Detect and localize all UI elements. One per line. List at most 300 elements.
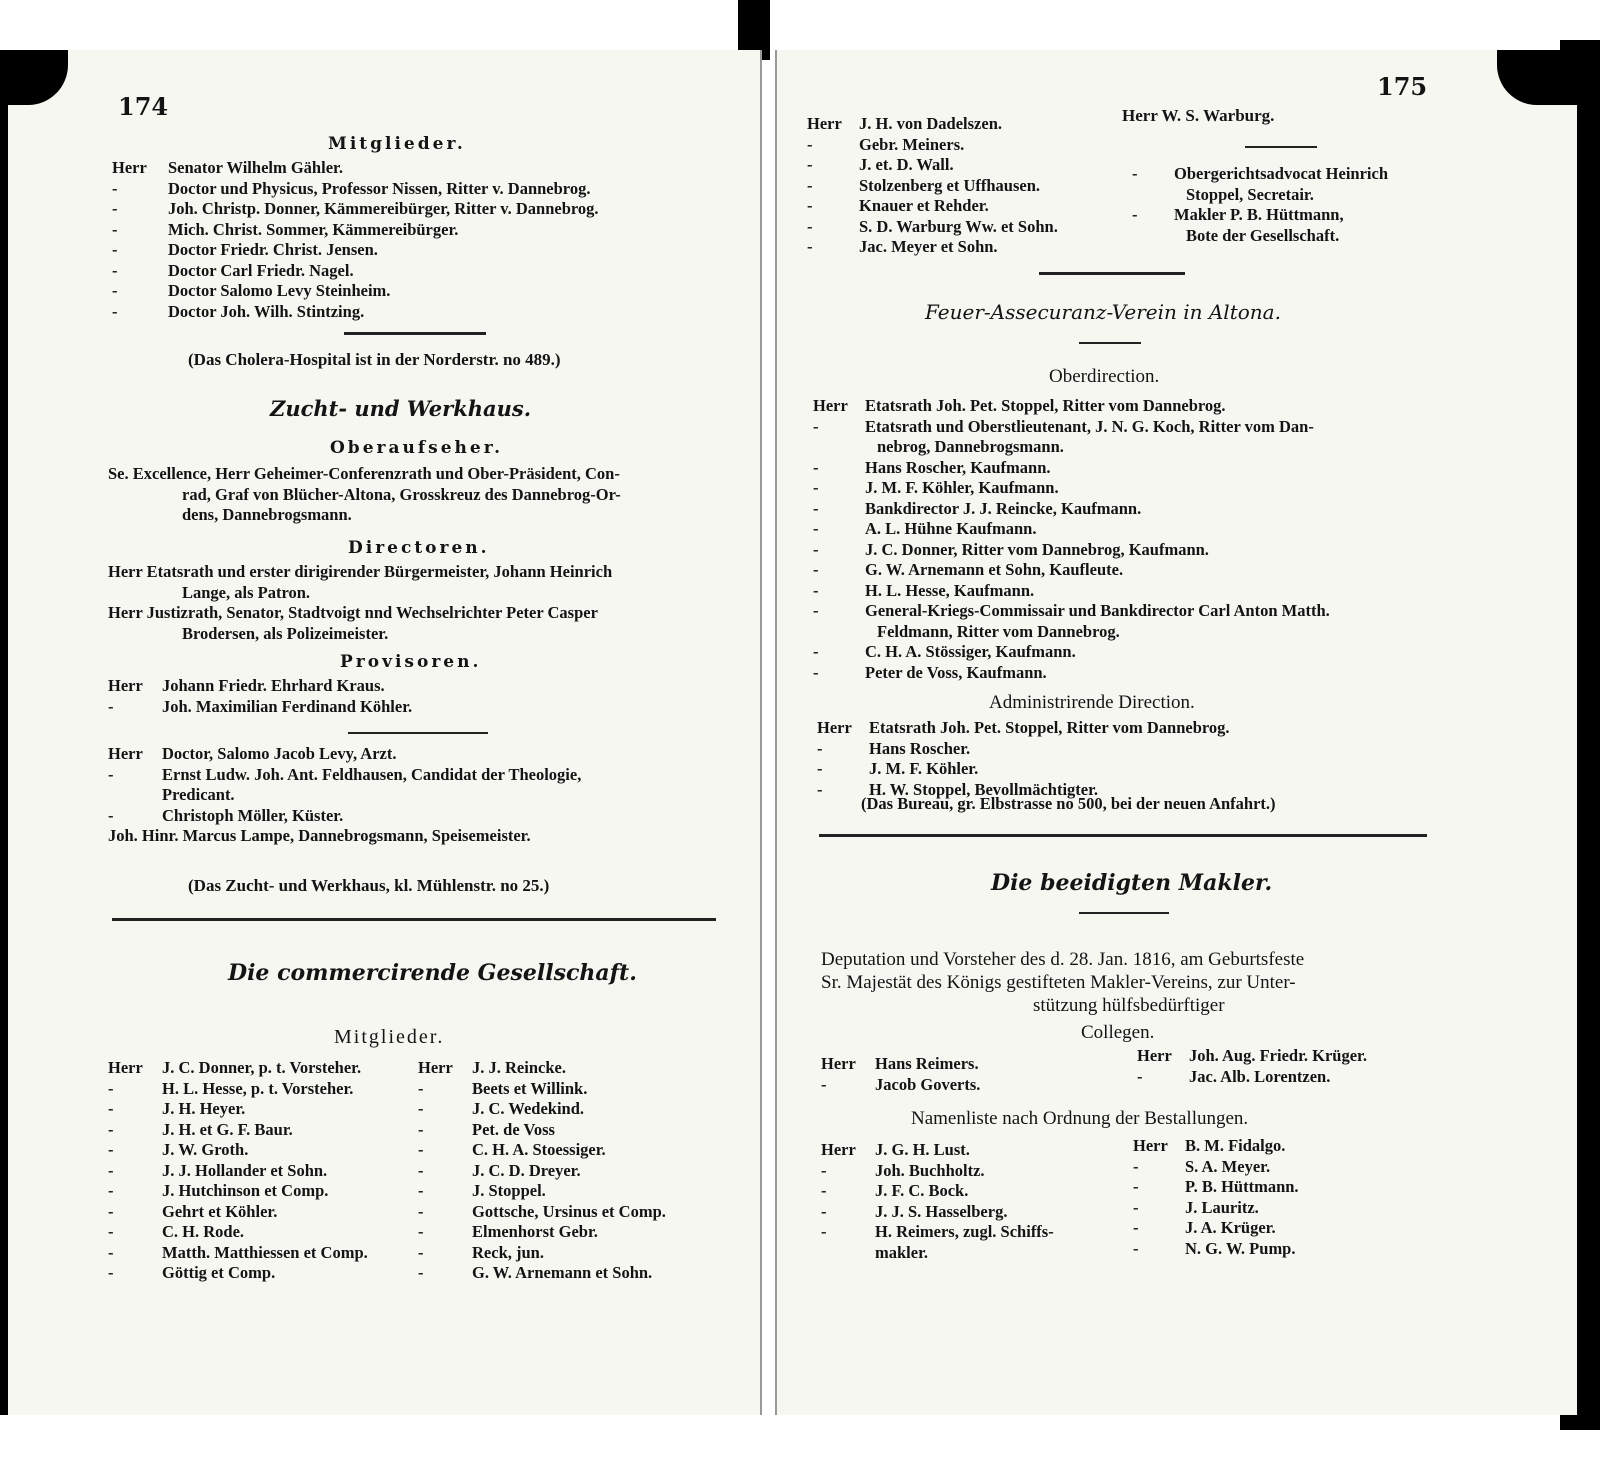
section-rule: [112, 918, 716, 921]
list-item: [112, 199, 599, 220]
entry-prefix: -: [108, 696, 114, 716]
mitglieder-heading: Mitglieder.: [328, 134, 466, 154]
entry-text: Etatsrath Joh. Pet. Stoppel, Ritter vom Dannebrog.: [865, 396, 1226, 415]
entry-prefix: -: [817, 779, 823, 799]
list-item: [1132, 205, 1388, 226]
list-item: [807, 217, 1058, 238]
divider: [348, 732, 488, 734]
entry-text: S. A. Meyer.: [1185, 1156, 1271, 1176]
list-item: [821, 1222, 1054, 1243]
list-item: [821, 1054, 980, 1075]
corner-shadow: [8, 50, 68, 105]
entry-prefix: Herr: [813, 396, 848, 415]
entry-prefix: -: [821, 1222, 827, 1241]
oberdirection-list: [813, 396, 1330, 683]
entry-text: N. G. W. Pump.: [1185, 1238, 1296, 1258]
list-item: [108, 785, 581, 806]
list-item: [108, 1222, 368, 1243]
entry-prefix: -: [813, 416, 819, 436]
list-item: [1132, 226, 1388, 247]
speisemeister-line: Joh. Hinr. Marcus Lampe, Dannebrogsmann, Speisemeister.: [108, 826, 531, 845]
provisoren-heading: Provisoren.: [340, 652, 482, 672]
entry-prefix: -: [1133, 1218, 1139, 1237]
text-line: stützung hülfsbedürftiger: [1033, 995, 1225, 1016]
list-item: [1137, 1067, 1367, 1088]
entry-prefix: Herr: [821, 1054, 856, 1073]
list-item: [821, 1161, 1054, 1182]
entry-prefix: -: [108, 764, 114, 784]
commerc-col2: [418, 1058, 666, 1284]
list-item: [108, 765, 581, 786]
entry-text: Doctor Carl Friedr. Nagel.: [168, 260, 354, 280]
oberaufseher-heading: Oberaufseher.: [330, 438, 504, 458]
list-item: [418, 1079, 666, 1100]
zucht-title: Zucht- und Werkhaus.: [270, 396, 532, 421]
list-item: [112, 220, 599, 241]
entry-text: Jac. Meyer et Sohn.: [859, 237, 998, 256]
list-item: [108, 1181, 368, 1202]
list-item: [108, 1161, 368, 1182]
entry-text: Doctor und Physicus, Professor Nissen, Ritter v. Dannebrog.: [168, 178, 591, 198]
text-line: Brodersen, als Polizeimeister.: [182, 623, 389, 643]
entry-text: J. F. C. Bock.: [875, 1181, 969, 1200]
deputation-text: [821, 948, 1304, 1017]
text-line: rad, Graf von Blücher-Altona, Grosskreuz des Dannebrog-Or-: [182, 484, 621, 504]
entry-prefix: Herr: [418, 1058, 453, 1077]
entry-text: Doctor Joh. Wilh. Stintzing.: [168, 301, 365, 321]
entry-text: Stoppel, Secretair.: [1186, 184, 1314, 204]
entry-text: Gottsche, Ursinus et Comp.: [472, 1201, 666, 1221]
entry-prefix: [821, 1243, 875, 1264]
list-item: [1133, 1239, 1299, 1260]
text-line: Herr Etatsrath und erster dirigirender Bürgermeister, Johann Heinrich: [108, 562, 613, 581]
entry-text: J. G. H. Lust.: [875, 1140, 970, 1159]
list-item: [1132, 164, 1388, 185]
entry-prefix: -: [807, 196, 813, 215]
entry-prefix: -: [1132, 205, 1138, 224]
entry-text: P. B. Hüttmann.: [1185, 1177, 1299, 1196]
text-line: Se. Excellence, Herr Geheimer-Conferenzrath und Ober-Präsident, Con-: [108, 464, 620, 483]
namenliste-col1: [821, 1140, 1054, 1263]
entry-prefix: -: [821, 1181, 827, 1200]
text-line: Lange, als Patron.: [182, 582, 311, 602]
entry-prefix: Herr: [1137, 1046, 1172, 1065]
entry-text: Feldmann, Ritter vom Dannebrog.: [877, 621, 1120, 641]
list-item: [108, 1243, 368, 1264]
list-item: [1133, 1218, 1299, 1239]
entry-prefix: -: [108, 1263, 114, 1282]
entry-text: Stolzenberg et Uffhausen.: [859, 175, 1041, 195]
section-rule: [819, 834, 1427, 837]
entry-prefix: [1132, 185, 1174, 206]
entry-text: H. Reimers, zugl. Schiffs-: [875, 1222, 1054, 1241]
entry-prefix: -: [108, 1222, 114, 1241]
entry-text: Reck, jun.: [472, 1242, 544, 1262]
entry-text: Joh. Buchholtz.: [875, 1160, 985, 1180]
entry-text: H. L. Hesse, Kaufmann.: [865, 580, 1035, 600]
entry-text: Hans Reimers.: [875, 1054, 979, 1073]
text-line: Herr Justizrath, Senator, Stadtvoigt nnd Wechselrichter Peter Casper: [108, 603, 598, 622]
list-item: [418, 1202, 666, 1223]
list-item: [108, 806, 581, 827]
entry-text: J. et. D. Wall.: [859, 155, 954, 174]
list-item: [112, 302, 599, 323]
entry-prefix: [813, 622, 865, 643]
entry-text: J. Stoppel.: [472, 1181, 546, 1200]
entry-prefix: -: [112, 260, 118, 280]
list-item: [418, 1058, 666, 1079]
entry-text: Bote der Gesellschaft.: [1186, 225, 1340, 245]
list-item: [1133, 1136, 1299, 1157]
divider: [1079, 342, 1141, 344]
list-item: [108, 676, 412, 697]
list-item: [108, 1058, 368, 1079]
list-item: [813, 396, 1330, 417]
namenliste-col2: [1133, 1136, 1299, 1259]
oberaufseher-text: [108, 464, 621, 526]
entry-text: Makler P. B. Hüttmann,: [1174, 205, 1344, 224]
list-item: [1133, 1157, 1299, 1178]
list-item: [108, 1120, 368, 1141]
feuer-title: Feuer-Assecuranz-Verein in Altona.: [925, 300, 1281, 324]
entry-text: Etatsrath Joh. Pet. Stoppel, Ritter vom Dannebrog.: [869, 718, 1230, 737]
list-item: [418, 1120, 666, 1141]
list-item: [821, 1202, 1054, 1223]
entry-prefix: -: [1133, 1177, 1139, 1196]
entry-prefix: [108, 785, 162, 806]
entry-text: Joh. Christp. Donner, Kämmereibürger, Ritter v. Dannebrog.: [168, 199, 599, 218]
entry-prefix: -: [112, 240, 118, 259]
collegen-heading: Collegen.: [1081, 1022, 1155, 1043]
entry-prefix: -: [108, 1119, 114, 1139]
list-item: [1133, 1198, 1299, 1219]
entry-prefix: -: [1132, 164, 1138, 183]
entry-text: makler.: [875, 1242, 929, 1262]
entry-prefix: -: [813, 560, 819, 579]
entry-prefix: -: [1133, 1238, 1139, 1258]
list-item: [112, 281, 599, 302]
entry-prefix: -: [418, 1078, 424, 1098]
entry-text: Senator Wilhelm Gähler.: [168, 158, 343, 177]
top-col2: [1132, 164, 1388, 246]
scan-background-top: [0, 0, 1600, 50]
entry-prefix: -: [813, 539, 819, 559]
entry-text: Jacob Goverts.: [875, 1074, 981, 1094]
list-item: [108, 1079, 368, 1100]
list-item: [112, 240, 599, 261]
entry-prefix: Herr: [821, 1140, 856, 1159]
entry-prefix: -: [108, 805, 114, 825]
list-item: [813, 519, 1330, 540]
entry-text: C. H. Rode.: [162, 1222, 245, 1241]
entry-prefix: -: [807, 134, 813, 154]
list-item: [112, 179, 599, 200]
entry-text: J. J. S. Hasselberg.: [875, 1201, 1008, 1221]
entry-prefix: -: [418, 1140, 424, 1159]
directoren-heading: Directoren.: [348, 538, 490, 558]
entry-prefix: -: [108, 1078, 114, 1098]
bureau-note: (Das Bureau, gr. Elbstrasse no 500, bei der neuen Anfahrt.): [861, 794, 1276, 813]
entry-text: J. J. Hollander et Sohn.: [162, 1160, 328, 1180]
entry-prefix: -: [813, 601, 819, 620]
list-item: [813, 458, 1330, 479]
entry-text: Etatsrath und Oberstlieutenant, J. N. G. Koch, Ritter vom Dan-: [865, 416, 1314, 436]
divider: [1079, 912, 1169, 914]
entry-text: Gehrt et Köhler.: [162, 1201, 278, 1221]
list-item: [108, 697, 412, 718]
entry-prefix: -: [108, 1140, 114, 1159]
entry-text: J. H. von Dadelszen.: [859, 114, 1003, 133]
entry-text: J. A. Krüger.: [1185, 1218, 1276, 1237]
list-item: [418, 1263, 666, 1284]
entry-text: J. C. Donner, p. t. Vorsteher.: [162, 1058, 362, 1077]
entry-prefix: -: [807, 155, 813, 174]
entry-text: Peter de Voss, Kaufmann.: [865, 662, 1047, 682]
list-item: [108, 1099, 368, 1120]
list-item: [418, 1222, 666, 1243]
entry-text: C. H. A. Stössiger, Kaufmann.: [865, 642, 1076, 661]
entry-text: Johann Friedr. Ehrhard Kraus.: [162, 676, 385, 695]
entry-prefix: -: [418, 1099, 424, 1118]
entry-text: J. H. Heyer.: [162, 1099, 246, 1118]
entry-prefix: [813, 437, 865, 458]
list-item: [807, 237, 1058, 258]
entry-prefix: Herr: [108, 1058, 143, 1077]
entry-prefix: -: [821, 1201, 827, 1221]
list-item: [418, 1099, 666, 1120]
entry-text: Joh. Maximilian Ferdinand Köhler.: [162, 696, 413, 716]
entry-prefix: Herr: [817, 718, 852, 737]
list-item: [821, 1181, 1054, 1202]
list-item: [112, 261, 599, 282]
entry-text: J. H. et G. F. Baur.: [162, 1119, 293, 1139]
entry-prefix: -: [418, 1222, 424, 1241]
text-line: dens, Dannebrogsmann.: [182, 505, 352, 524]
entry-text: Mich. Christ. Sommer, Kämmereibürger.: [168, 219, 459, 239]
entry-prefix: -: [108, 1242, 114, 1262]
entry-text: Hans Roscher, Kaufmann.: [865, 457, 1051, 477]
list-item: [418, 1243, 666, 1264]
entry-prefix: -: [821, 1074, 827, 1094]
entry-prefix: -: [821, 1160, 827, 1180]
right-page: [775, 50, 1577, 1415]
list-item: [807, 196, 1058, 217]
list-item: [817, 739, 1230, 760]
entry-text: Bankdirector J. J. Reincke, Kaufmann.: [865, 498, 1142, 518]
list-item: [817, 718, 1230, 739]
list-item: [112, 158, 599, 179]
entry-prefix: Herr: [108, 744, 143, 763]
entry-text: Knauer et Rehder.: [859, 196, 989, 215]
cholera-note: (Das Cholera-Hospital ist in der Norderstr. no 489.): [188, 350, 561, 369]
list-item: [108, 1263, 368, 1284]
entry-text: J. M. F. Köhler, Kaufmann.: [865, 478, 1059, 497]
entry-text: Doctor Friedr. Christ. Jensen.: [168, 240, 378, 259]
entry-text: H. L. Hesse, p. t. Vorsteher.: [162, 1078, 354, 1098]
list-item: [108, 744, 581, 765]
entry-text: J. C. D. Dreyer.: [472, 1160, 581, 1180]
entry-prefix: -: [813, 662, 819, 682]
entry-prefix: -: [108, 1181, 114, 1200]
entry-text: Predicant.: [162, 785, 235, 804]
text-line: Sr. Majestät des Königs gestifteten Makler-Vereins, zur Unter-: [821, 972, 1296, 993]
commerc-title: Die commercirende Gesellschaft.: [228, 960, 637, 986]
entry-text: S. D. Warburg Ww. et Sohn.: [859, 216, 1058, 236]
entry-prefix: Herr: [108, 676, 143, 695]
list-item: [813, 601, 1330, 622]
werkhaus-note: (Das Zucht- und Werkhaus, kl. Mühlenstr. no 25.): [188, 876, 550, 895]
entry-prefix: -: [813, 580, 819, 600]
list-item: [108, 1202, 368, 1223]
entry-text: C. H. A. Stoessiger.: [472, 1140, 606, 1159]
list-item: [813, 437, 1330, 458]
entry-text: Matth. Matthiessen et Comp.: [162, 1242, 368, 1262]
entry-text: Christoph Möller, Küster.: [162, 805, 344, 825]
list-item: [813, 560, 1330, 581]
entry-text: J. W. Groth.: [162, 1140, 249, 1159]
list-item: [807, 176, 1058, 197]
entry-prefix: -: [112, 301, 118, 321]
entry-prefix: -: [418, 1160, 424, 1180]
mitglieder2-heading: Mitglieder.: [334, 1026, 445, 1048]
entry-prefix: -: [112, 219, 118, 239]
list-item: [821, 1140, 1054, 1161]
list-item: [1137, 1046, 1367, 1067]
divider: [344, 332, 486, 335]
entry-prefix: -: [418, 1242, 424, 1262]
entry-text: A. L. Hühne Kaufmann.: [865, 519, 1037, 538]
left-edge-strip: [0, 50, 8, 1415]
list-item: [418, 1140, 666, 1161]
left-page: [8, 50, 762, 1415]
entry-prefix: -: [813, 642, 819, 661]
entry-prefix: -: [418, 1263, 424, 1282]
entry-prefix: -: [1133, 1197, 1139, 1217]
entry-text: J. Hutchinson et Comp.: [162, 1181, 329, 1200]
entry-text: J. J. Reincke.: [472, 1058, 566, 1077]
admin-heading: Administrirende Direction.: [989, 692, 1195, 713]
entry-text: Joh. Aug. Friedr. Krüger.: [1189, 1046, 1367, 1065]
entry-text: J. C. Wedekind.: [472, 1099, 585, 1118]
list-item: [813, 642, 1330, 663]
entry-prefix: -: [817, 738, 823, 758]
namenliste-heading: Namenliste nach Ordnung der Bestallungen.: [911, 1108, 1249, 1129]
list-item: [807, 135, 1058, 156]
list-item: [418, 1181, 666, 1202]
entry-text: Gebr. Meiners.: [859, 134, 965, 154]
entry-text: H. W. Stoppel, Bevollmächtigter.: [869, 779, 1099, 799]
list-item: [813, 417, 1330, 438]
mitglieder-list: [112, 158, 599, 322]
entry-prefix: -: [817, 759, 823, 778]
list-item: [418, 1161, 666, 1182]
entry-text: General-Kriegs-Commissair und Bankdirector Carl Anton Matth.: [865, 601, 1330, 620]
entry-prefix: -: [418, 1181, 424, 1200]
entry-prefix: -: [1133, 1156, 1139, 1176]
list-item: [813, 622, 1330, 643]
list-item: [821, 1243, 1054, 1264]
entry-prefix: -: [807, 175, 813, 195]
entry-text: Ernst Ludw. Joh. Ant. Feldhausen, Candidat der Theologie,: [162, 764, 582, 784]
entry-prefix: -: [112, 178, 118, 198]
list-item: [807, 155, 1058, 176]
entry-text: G. W. Arnemann et Sohn.: [472, 1263, 653, 1282]
list-item: [813, 540, 1330, 561]
entry-prefix: -: [813, 519, 819, 538]
entry-prefix: -: [807, 237, 813, 256]
page-number: 175: [1377, 72, 1428, 101]
entry-prefix: Herr: [1133, 1136, 1168, 1155]
list-item: [817, 759, 1230, 780]
entry-prefix: -: [418, 1119, 424, 1139]
entry-text: B. M. Fidalgo.: [1185, 1136, 1286, 1155]
list-item: [813, 499, 1330, 520]
entry-text: Pet. de Voss: [472, 1119, 555, 1139]
entry-text: Doctor Salomo Levy Steinheim.: [168, 281, 391, 300]
entry-prefix: Herr: [807, 114, 842, 133]
corner-shadow: [1497, 50, 1577, 105]
divider: [1039, 272, 1185, 275]
entry-prefix: -: [807, 216, 813, 236]
entry-text: Göttig et Comp.: [162, 1263, 276, 1282]
entry-text: Elmenhorst Gebr.: [472, 1222, 598, 1241]
entry-text: nebrog, Dannebrogsmann.: [877, 437, 1064, 456]
provisoren-list: [108, 676, 412, 717]
entry-text: Beets et Willink.: [472, 1078, 588, 1098]
collegen-col1: [821, 1054, 980, 1095]
entry-text: Hans Roscher.: [869, 738, 971, 758]
list-item: [1132, 185, 1388, 206]
text-line: Deputation und Vorsteher des d. 28. Jan. 1816, am Geburtsfeste: [821, 949, 1305, 970]
top-col1: [807, 114, 1058, 258]
entry-prefix: -: [418, 1201, 424, 1221]
entry-prefix: -: [813, 498, 819, 518]
entry-text: J. C. Donner, Ritter vom Dannebrog, Kaufmann.: [865, 539, 1209, 559]
list-item: [813, 581, 1330, 602]
commerc-col1: [108, 1058, 368, 1284]
warburg-line: Herr W. S. Warburg.: [1122, 106, 1275, 125]
entry-prefix: -: [112, 199, 118, 218]
entry-prefix: -: [813, 478, 819, 497]
list-item: [108, 1140, 368, 1161]
entry-prefix: Herr: [112, 158, 147, 177]
admin-list: [817, 718, 1230, 800]
entry-prefix: [1132, 226, 1174, 247]
entry-text: J. Lauritz.: [1185, 1197, 1259, 1217]
entry-prefix: -: [112, 281, 118, 300]
entry-text: Obergerichtsadvocat Heinrich: [1174, 164, 1389, 183]
list-item: [813, 478, 1330, 499]
entry-prefix: -: [108, 1099, 114, 1118]
entry-prefix: -: [813, 457, 819, 477]
makler-title: Die beeidigten Makler.: [991, 870, 1273, 896]
entry-text: J. M. F. Köhler.: [869, 759, 979, 778]
directoren-text: [108, 562, 612, 644]
staff-list: [108, 744, 581, 826]
entry-prefix: -: [108, 1160, 114, 1180]
collegen-col2: [1137, 1046, 1367, 1087]
entry-text: Jac. Alb. Lorentzen.: [1189, 1066, 1331, 1086]
list-item: [1133, 1177, 1299, 1198]
entry-prefix: -: [1137, 1066, 1143, 1086]
entry-prefix: -: [108, 1201, 114, 1221]
page-number: 174: [118, 92, 169, 121]
entry-text: G. W. Arnemann et Sohn, Kaufleute.: [865, 560, 1124, 579]
list-item: [821, 1075, 980, 1096]
divider: [1245, 146, 1317, 148]
list-item: [813, 663, 1330, 684]
entry-text: Doctor, Salomo Jacob Levy, Arzt.: [162, 744, 397, 763]
